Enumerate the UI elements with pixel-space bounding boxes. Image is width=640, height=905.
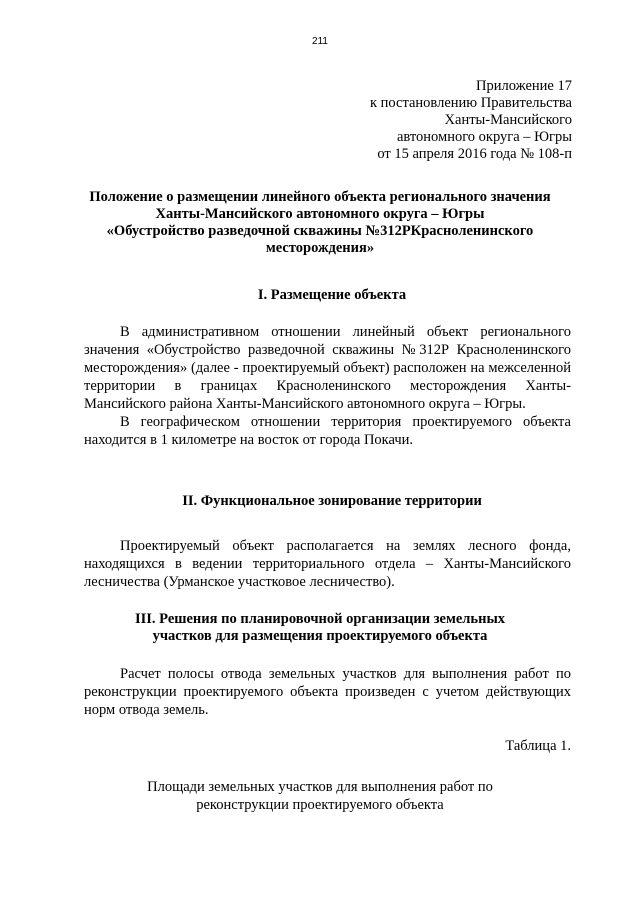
paragraph: В географическом отношении территория проектируемого объекта находится в 1 километре на восток от города Покачи. xyxy=(84,414,571,448)
caption-line: Площади земельных участков для выполнения работ по xyxy=(147,779,493,795)
section-2-body xyxy=(84,537,571,591)
page-number: 211 xyxy=(312,36,328,47)
document-title xyxy=(72,189,568,257)
paragraph: Проектируемый объект располагается на землях лесного фонда, находящихся в ведении территориального отдела – Ханты-Мансийского лесничества (Урманское участковое лесничество). xyxy=(84,538,571,590)
appendix-line: автономного округа – Югры xyxy=(396,129,572,145)
appendix-line: Приложение 17 xyxy=(476,78,572,94)
heading-line: участков для размещения проектируемого объекта xyxy=(152,628,488,644)
heading-line: III. Решения по планировочной организации земельных xyxy=(134,611,506,627)
title-line: месторождения» xyxy=(265,240,375,256)
section-3-heading xyxy=(72,611,568,645)
title-line: Положение о размещении линейного объекта регионального значения xyxy=(89,189,551,205)
title-line: «Обустройство разведочной скважины №312РКрасноленинского xyxy=(106,223,534,239)
paragraph: Расчет полосы отвода земельных участков для выполнения работ по реконструкции проектируемого объекта произведен с учетом действующих норм отвода земель. xyxy=(84,666,571,718)
appendix-note xyxy=(370,78,572,163)
section-1-body xyxy=(84,323,571,449)
appendix-line: к постановлению Правительства xyxy=(370,95,572,111)
appendix-line: Ханты-Мансийского xyxy=(444,112,572,128)
table-label: Таблица 1. xyxy=(505,738,571,754)
section-3-body xyxy=(84,665,571,719)
caption-line: реконструкции проектируемого объекта xyxy=(196,797,444,813)
title-line: Ханты-Мансийского автономного округа – Югры xyxy=(155,206,485,222)
section-1-heading: I. Размещение объекта xyxy=(257,287,407,303)
table-caption xyxy=(72,778,568,814)
paragraph: В административном отношении линейный объект регионального значения «Обустройство разведочной скважины №312Р Красноленинского месторождения» (далее - проектируемый объект) расположен на межселенной территории в границах Красноленинского месторождения Ханты-Мансийского района Ханты-Мансийского автономного округа – Югры. xyxy=(84,324,571,412)
section-2-heading: II. Функциональное зонирование территории xyxy=(182,493,482,509)
appendix-line: от 15 апреля 2016 года № 108-п xyxy=(377,146,572,162)
